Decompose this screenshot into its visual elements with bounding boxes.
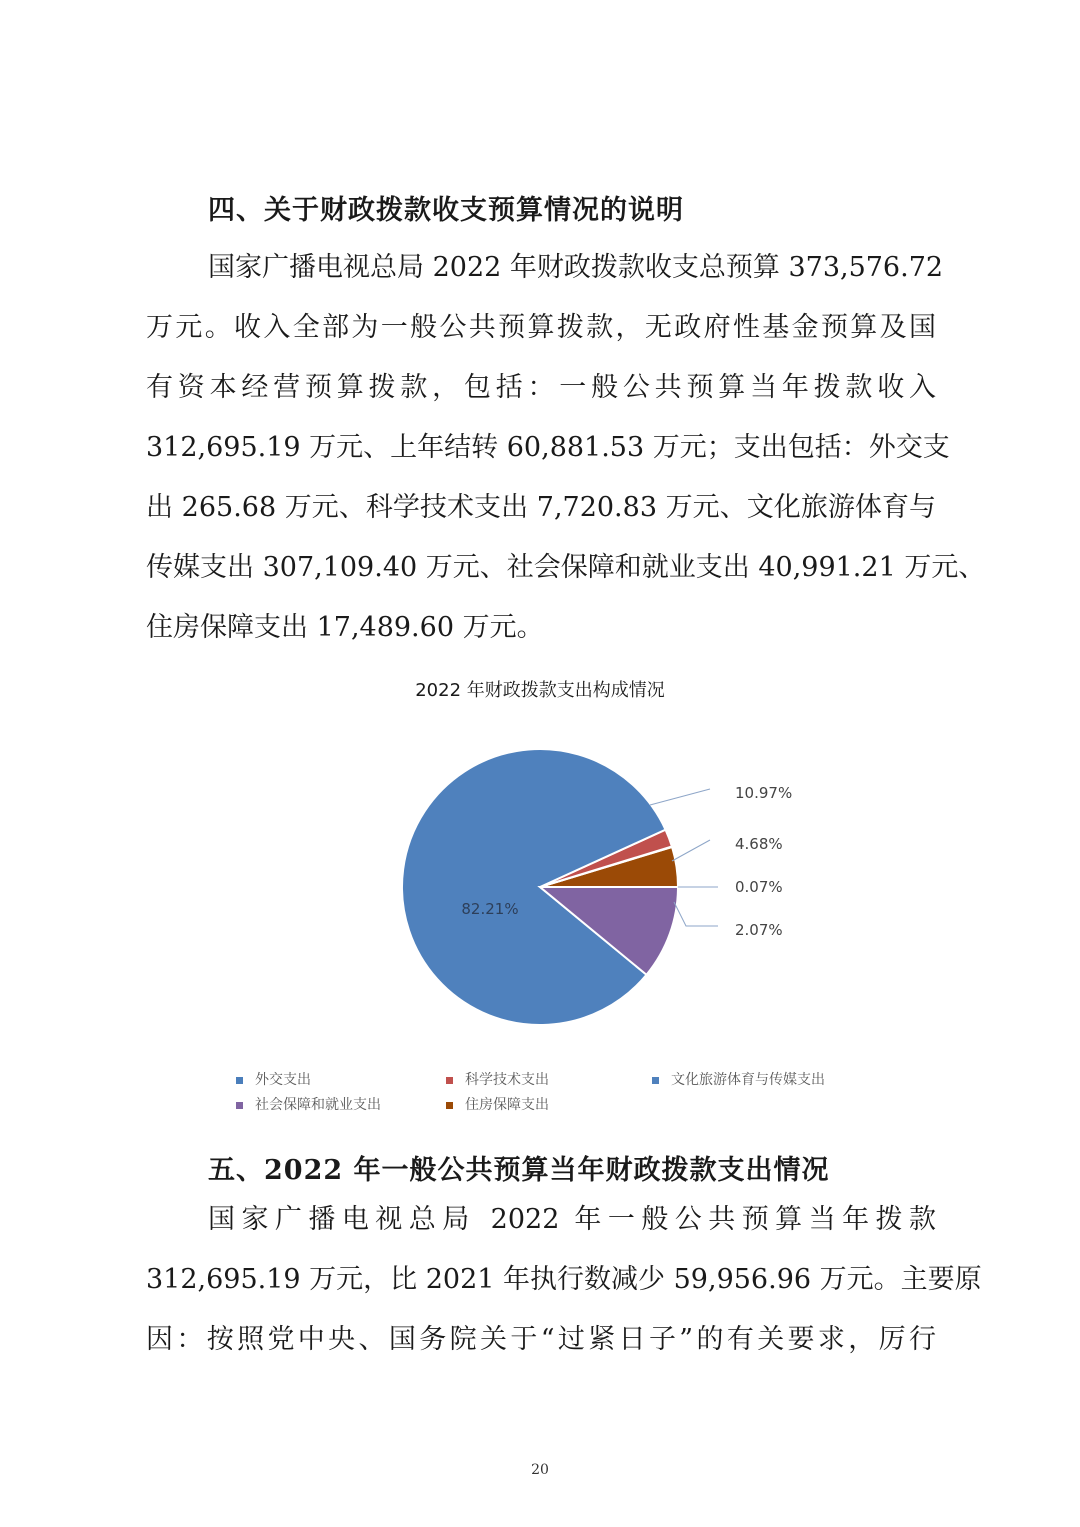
text-line: 312,695.19 万元、上年结转 60,881.53 万元；支出包括：外交支 [146, 432, 950, 463]
pie-chart [0, 700, 1080, 1045]
data-label: 2.07% [735, 921, 783, 939]
data-label: 82.21% [461, 900, 519, 918]
legend-label: 社会保障和就业支出 [255, 1097, 381, 1113]
legend-swatch [446, 1077, 453, 1084]
leader-line [672, 840, 710, 861]
text-line: 住房保障支出 17,489.60 万元。 [146, 612, 544, 643]
legend-swatch [652, 1077, 659, 1084]
legend-item-science [446, 1069, 549, 1089]
text-line: 因：按照党中央、国务院关于“过紧日子”的有关要求，厉行 [146, 1324, 936, 1355]
legend-label: 外交支出 [255, 1072, 311, 1088]
data-label: 0.07% [735, 878, 783, 896]
legend-label: 住房保障支出 [465, 1097, 549, 1113]
legend-swatch [236, 1102, 243, 1109]
text-line: 有资本经营预算拨款，包括：一般公共预算当年拨款收入 [146, 372, 936, 403]
legend-swatch [446, 1102, 453, 1109]
chart-title: 2022 年财政拨款支出构成情况 [415, 680, 665, 701]
section5-heading: 五、2022 年一般公共预算当年财政拨款支出情况 [208, 1155, 830, 1186]
legend-label: 科学技术支出 [465, 1072, 549, 1088]
legend-item-diplomacy [236, 1069, 311, 1089]
section5-paragraph [146, 1190, 982, 1370]
text-line: 国家广播电视总局 2022 年财政拨款收支总预算 373,576.72 [208, 252, 944, 283]
text-line: 国家广播电视总局 2022 年一般公共预算当年拨款 [208, 1204, 936, 1235]
legend-item-housing [446, 1094, 549, 1114]
legend-swatch [236, 1077, 243, 1084]
data-label: 10.97% [735, 784, 793, 802]
leader-line [674, 902, 718, 926]
section4-paragraph [146, 238, 986, 658]
leader-line [650, 789, 710, 805]
page-number: 20 [531, 1462, 549, 1478]
legend-label: 文化旅游体育与传媒支出 [671, 1072, 825, 1088]
text-line: 万元。收入全部为一般公共预算拨款，无政府性基金预算及国 [146, 312, 936, 343]
text-line: 312,695.19 万元，比 2021 年执行数减少 59,956.96 万元。主要原 [146, 1264, 982, 1295]
data-label: 4.68% [735, 835, 783, 853]
legend-item-social-security [236, 1094, 381, 1114]
text-line: 出 265.68 万元、科学技术支出 7,720.83 万元、文化旅游体育与 [146, 492, 936, 523]
legend-item-culture [652, 1069, 825, 1089]
section4-heading: 四、关于财政拨款收支预算情况的说明 [208, 195, 684, 226]
text-line: 传媒支出 307,109.40 万元、社会保障和就业支出 40,991.21 万元、 [146, 552, 986, 583]
